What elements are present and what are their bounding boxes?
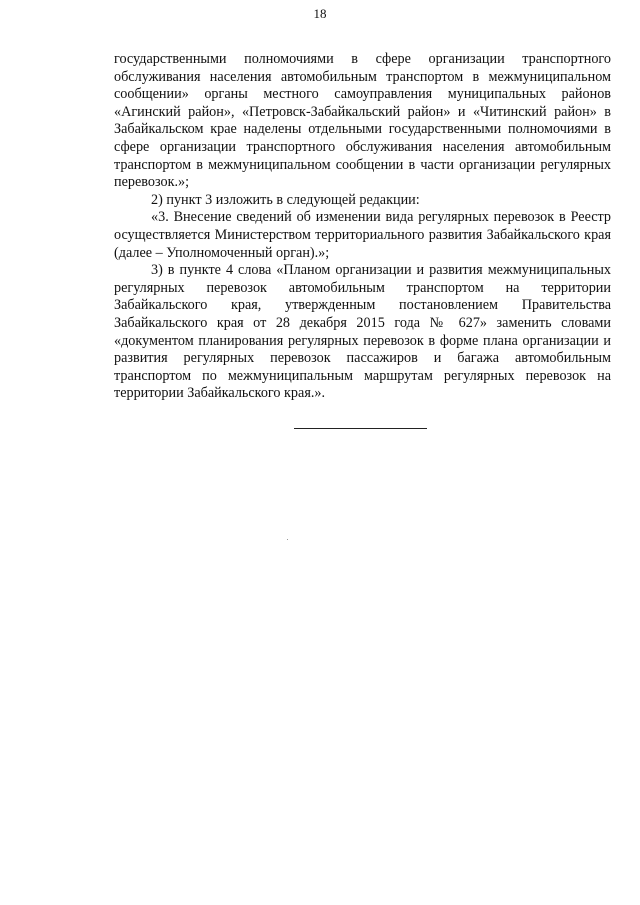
closing-separator-line	[294, 428, 427, 429]
scan-speck	[287, 539, 288, 540]
paragraph-quoted-item-3: «3. Внесение сведений об изменении вида регулярных перевозок в Реестр осуществляется Министерством территориального развития Забайкальского края (далее – Уполномоченный орган).»;	[114, 209, 611, 261]
page-number: 18	[313, 6, 327, 21]
document-body	[114, 51, 611, 403]
paragraph-item-3: 3) в пункте 4 слова «Планом организации и развития межмуниципальных регулярных перевозок автомобильным транспортом на территории Забайкальского края, утвержденным постановлением Правительства Забайкальского края от 28 декабря 2015 года № 627» заменить словами «документом планирования регулярных перевозок в форме плана организации и развития регулярных перевозок пассажиров и багажа автомобильным транспортом по межмуниципальным маршрутам регулярных перевозок на территории Забайкальского края.».	[114, 262, 611, 402]
paragraph-item-2: 2) пункт 3 изложить в следующей редакции:	[151, 191, 420, 208]
paragraph-continuation: государственными полномочиями в сфере организации транспортного обслуживания населения автомобильным транспортом в межмуниципальном сообщении» органы местного самоуправления муниципальных районов «Агинский район», «Петровск-Забайкальский район» и «Читинский район» в Забайкальском крае наделены отдельными государственными полномочиями в сфере организации транспортного обслуживания населения автомобильным транспортом в межмуниципальном сообщении в части организации регулярных перевозок.»;	[114, 51, 611, 191]
